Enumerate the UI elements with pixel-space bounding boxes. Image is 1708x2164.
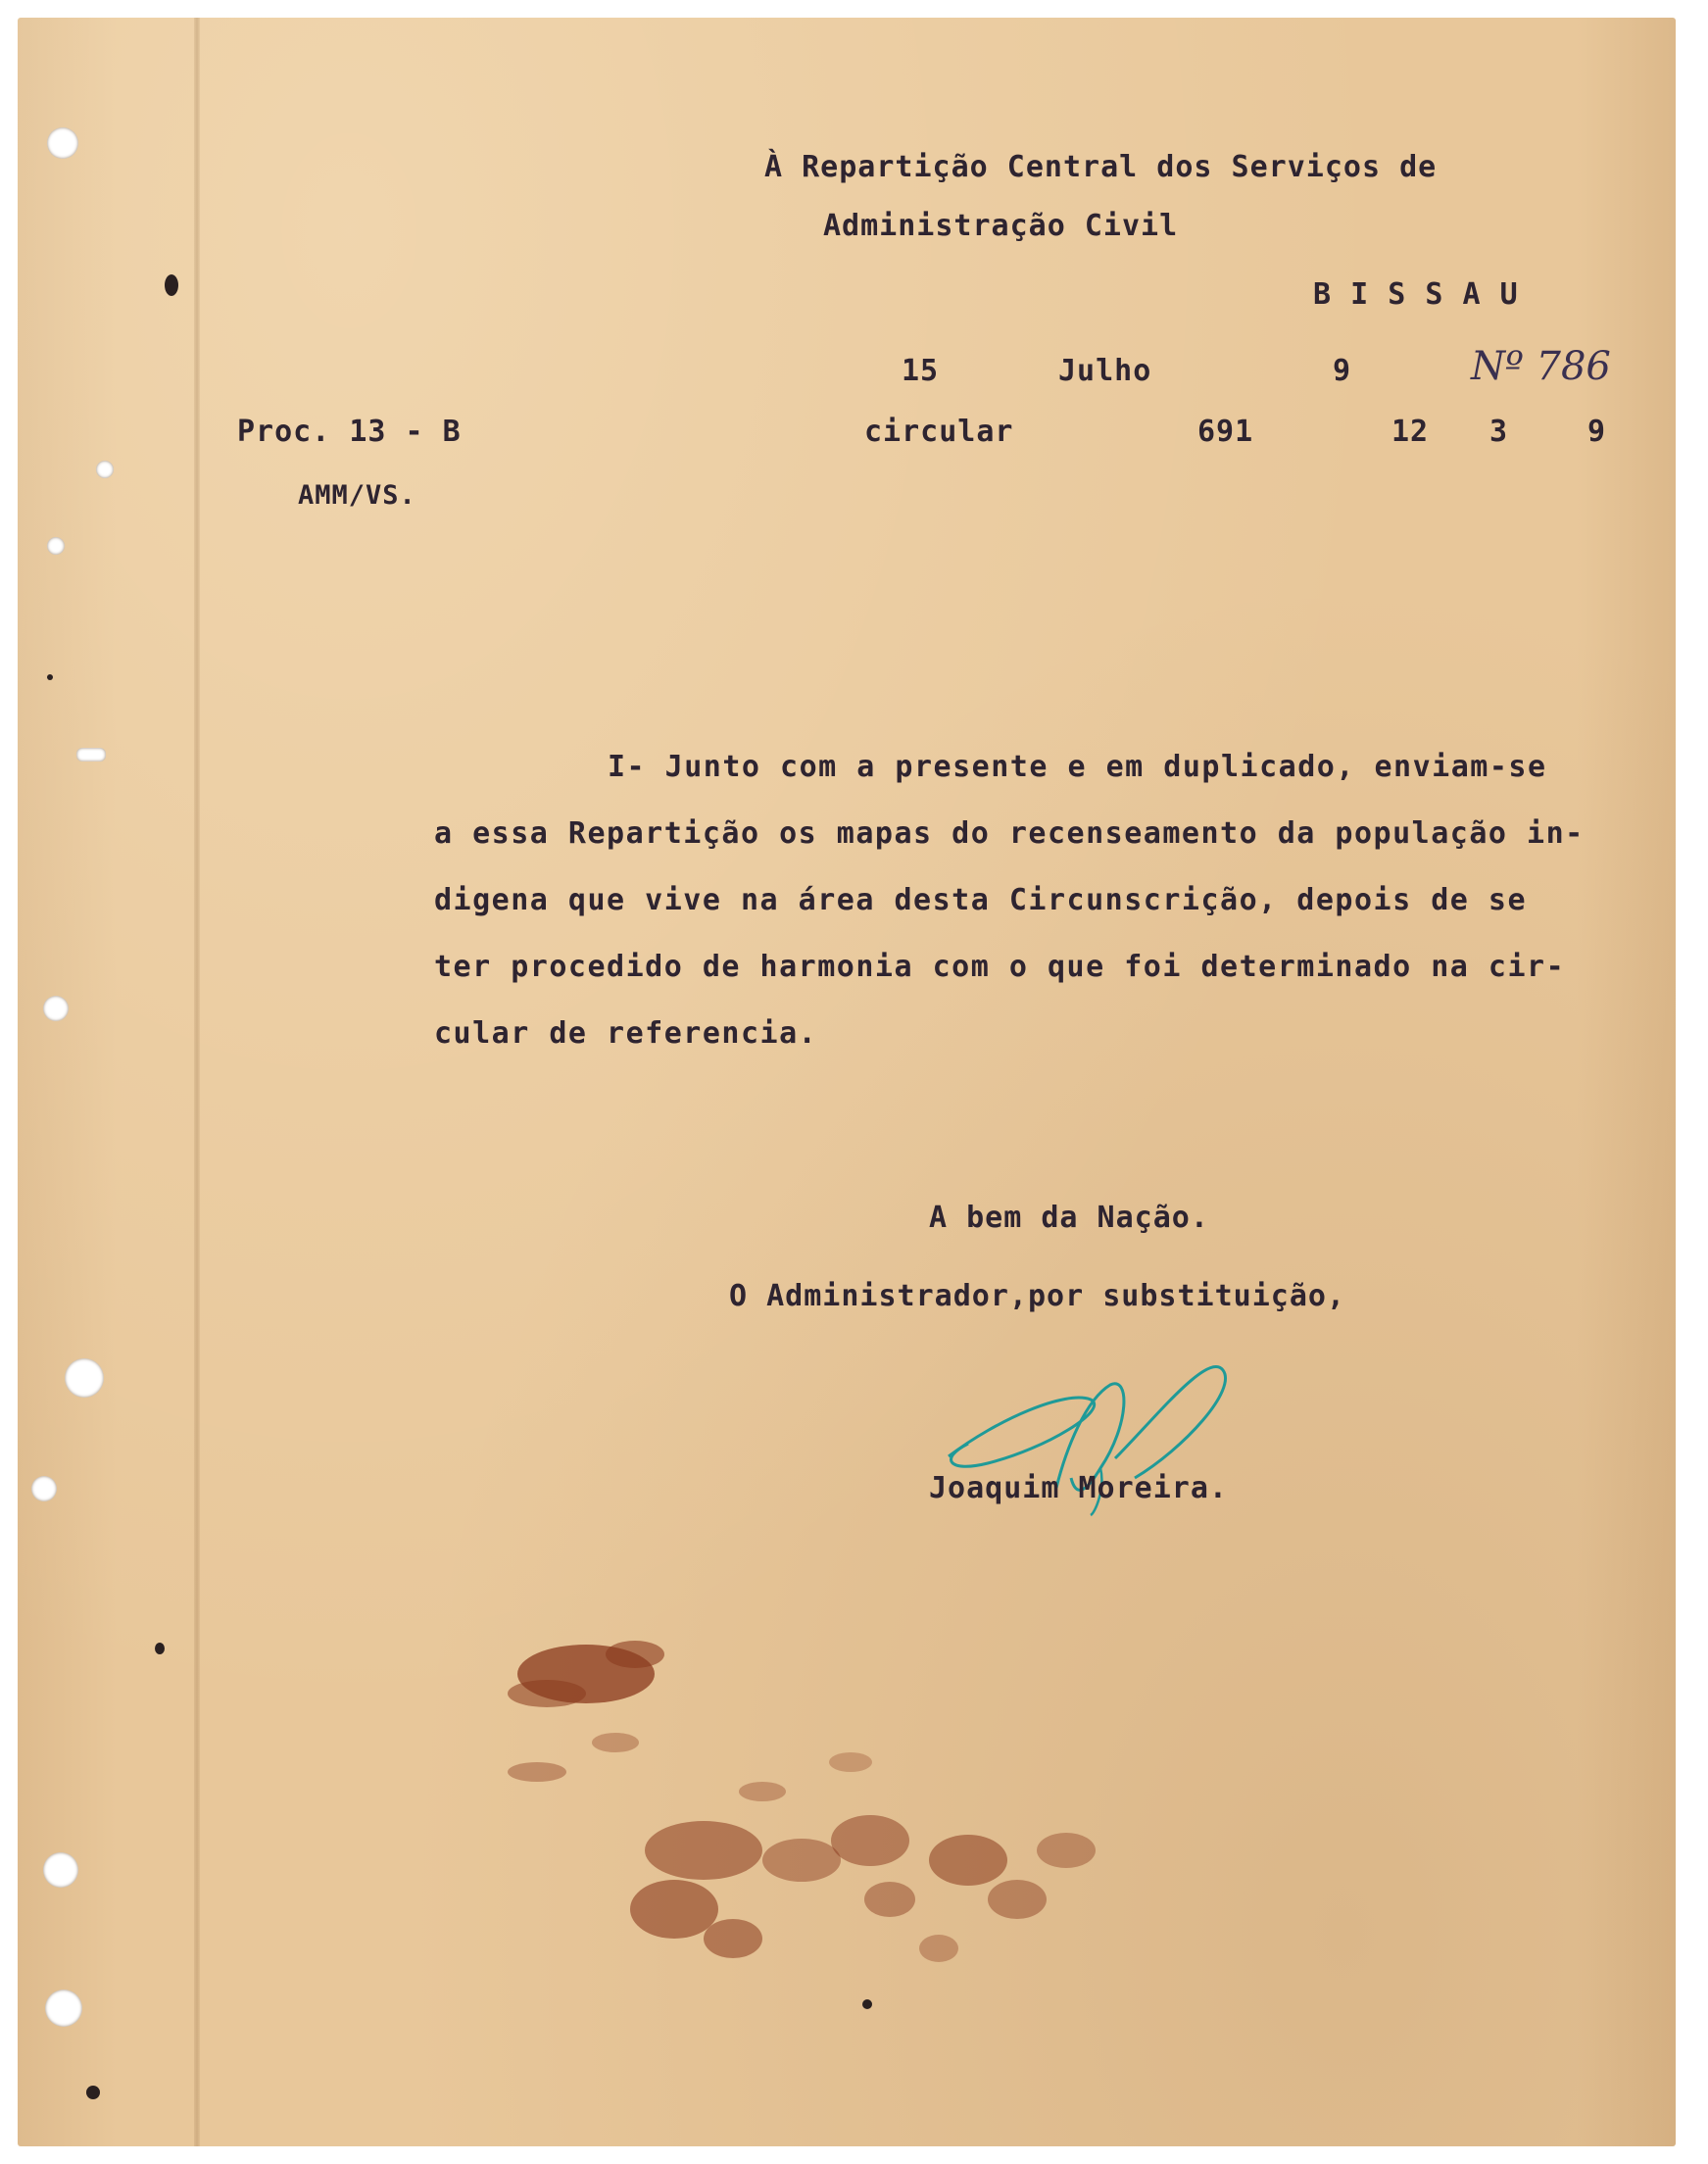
body-line: I- Junto com a presente e em duplicado, enviam-se	[608, 750, 1547, 784]
document-type: circular	[864, 415, 1014, 449]
punch-hole	[47, 537, 65, 555]
salutation: A bem da Nação.	[929, 1201, 1209, 1235]
punch-hole	[76, 748, 106, 762]
addressee-line-1: À Repartição Central dos Serviços de	[764, 150, 1438, 184]
body-line: a essa Repartição os mapas do recenseamento da população in-	[434, 816, 1585, 851]
punch-hole	[43, 996, 69, 1021]
reference-year: 9	[1587, 415, 1607, 449]
process-number: Proc. 13 - B	[237, 415, 462, 449]
circular-number: 691	[1197, 415, 1254, 449]
punch-hole	[43, 1852, 78, 1888]
date-year: 9	[1333, 354, 1352, 388]
document-page	[18, 18, 1676, 2146]
ink-spot	[155, 1643, 165, 1654]
punch-hole	[65, 1358, 104, 1398]
signatory-role: O Administrador,por substituição,	[729, 1279, 1346, 1313]
punch-hole	[47, 127, 78, 159]
typist-initials: AMM/VS.	[298, 480, 416, 511]
rust-stain	[478, 1615, 1125, 2046]
ink-spot	[47, 674, 53, 680]
reference-day: 12	[1391, 415, 1430, 449]
date-day: 15	[902, 354, 940, 388]
punch-hole	[96, 461, 114, 478]
reference-month: 3	[1489, 415, 1509, 449]
page-fold	[194, 18, 200, 2146]
punch-hole	[31, 1476, 57, 1501]
punch-hole	[45, 1990, 82, 2027]
date-month: Julho	[1058, 354, 1152, 388]
ink-spot	[86, 2086, 100, 2099]
body-line: ter procedido de harmonia com o que foi determinado na cir-	[434, 950, 1566, 984]
body-line: digena que vive na área desta Circunscrição, depois de se	[434, 883, 1528, 917]
addressee-line-2: Administração Civil	[823, 209, 1179, 243]
signatory-name: Joaquim Moreira.	[929, 1471, 1228, 1505]
city: B I S S A U	[1313, 277, 1519, 312]
handwritten-number: Nº 786	[1471, 344, 1611, 389]
ink-spot	[165, 274, 178, 296]
body-line: cular de referencia.	[434, 1016, 818, 1051]
